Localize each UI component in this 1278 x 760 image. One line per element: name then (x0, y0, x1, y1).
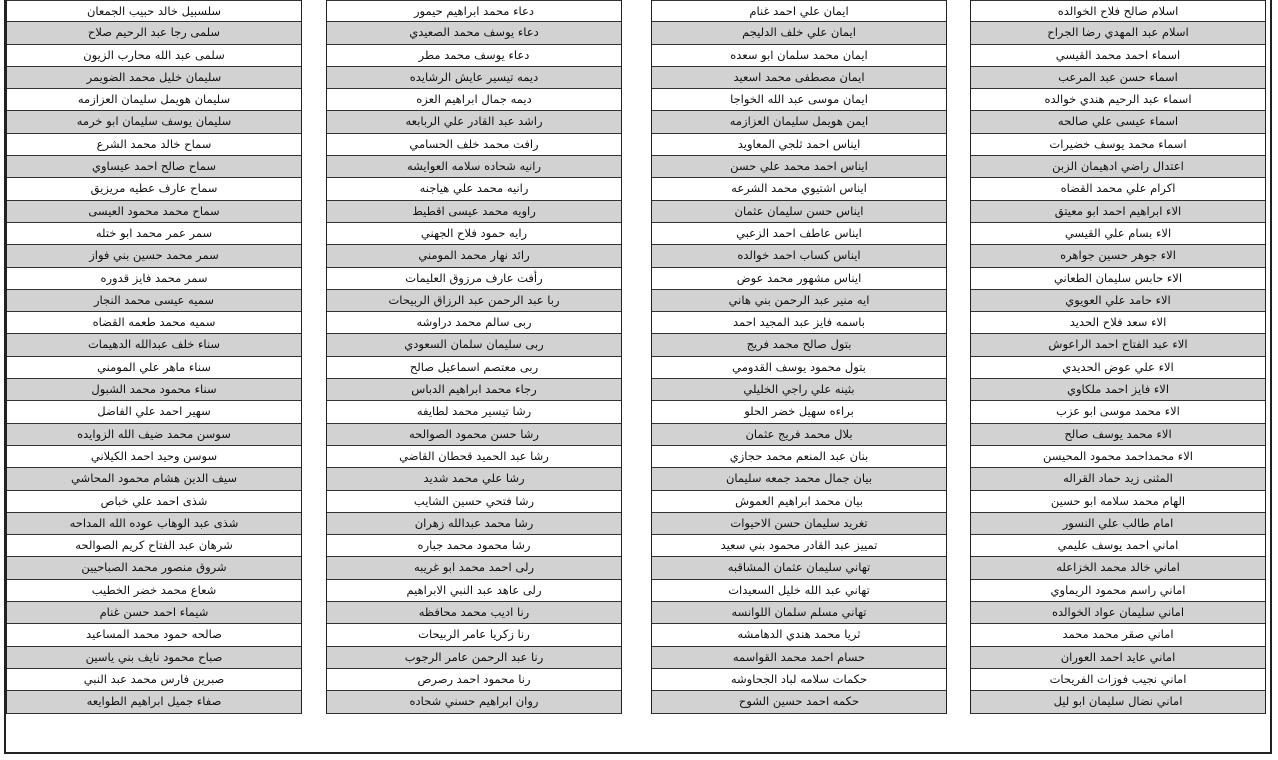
name-cell: اكرام علي محمد القضاه (971, 178, 1265, 200)
name-cell: الاء عبد الفتاح احمد الراعوش (971, 334, 1265, 356)
name-cell: ربا عبد الرحمن عبد الرزاق الربيحات (327, 290, 621, 312)
name-cell: الاء حامد علي العويوي (971, 290, 1265, 312)
name-cell: الاء بسام علي القيسي (971, 223, 1265, 245)
name-cell: شعاع محمد خضر الخطيب (7, 580, 301, 602)
name-cell: سميه محمد طعمه القضاه (7, 312, 301, 334)
name-cell: بلال محمد فريج عثمان (652, 424, 946, 446)
name-cell: امام طالب علي النسور (971, 513, 1265, 535)
name-cell: بنان عبد المنعم محمد حجازي (652, 446, 946, 468)
name-cell: صفاء جميل ابراهيم الطوايعه (7, 691, 301, 713)
name-cell: شذى احمد علي خباص (7, 491, 301, 513)
name-cell: ثريا محمد هندي الدهامشه (652, 624, 946, 646)
name-cell: ديمه تيسير عايش الرشايده (327, 67, 621, 89)
name-cell: سماح محمد محمود العيسى (7, 201, 301, 223)
name-column-1 (970, 0, 1266, 714)
name-cell: اماني راسم محمود الريماوي (971, 580, 1265, 602)
name-cell: رشا محمد عبدالله زهران (327, 513, 621, 535)
name-cell: براءه سهيل خضر الحلو (652, 401, 946, 423)
name-cell: اسماء عيسى علي صالحه (971, 111, 1265, 133)
name-cell: تهاني سليمان عثمان المشاقبه (652, 557, 946, 579)
name-cell: رشا فتحي حسين الشايب (327, 491, 621, 513)
name-cell: الهام محمد سلامه ابو حسين (971, 491, 1265, 513)
name-cell: دعاء محمد ابراهيم حيمور (327, 0, 621, 22)
name-cell: الاء محمداحمد محمود المحيسن (971, 446, 1265, 468)
name-cell: راويه محمد عيسى اقطيط (327, 201, 621, 223)
name-cell: سهير احمد علي الفاضل (7, 401, 301, 423)
name-cell: تهاني مسلم سلمان اللوانسه (652, 602, 946, 624)
name-cell: سماح عارف عطيه مريزيق (7, 178, 301, 200)
name-cell: بيان جمال محمد جمعه سليمان (652, 468, 946, 490)
name-cell: سلسبيل خالد حبيب الجمعان (7, 0, 301, 22)
name-cell: اماني خالد محمد الخزاعله (971, 557, 1265, 579)
name-cell: الاء جوهر حسين جواهره (971, 245, 1265, 267)
name-cell: صالحه حمود محمد المساعيد (7, 624, 301, 646)
name-cell: سماح صالح احمد عيساوي (7, 156, 301, 178)
name-cell: اسماء عبد الرحيم هندي خوالده (971, 89, 1265, 111)
name-cell: حسام احمد محمد القواسمه (652, 647, 946, 669)
name-cell: رنا عبد الرحمن عامر الرجوب (327, 647, 621, 669)
name-cell: سلمى عبد الله محارب الزيون (7, 45, 301, 67)
name-cell: حكمات سلامه لباد الجحاوشه (652, 669, 946, 691)
name-cell: رشا محمود محمد جباره (327, 535, 621, 557)
name-cell: بتول محمود يوسف القدومي (652, 357, 946, 379)
name-cell: الاء ابراهيم احمد ابو معيتق (971, 201, 1265, 223)
name-cell: رنا اديب محمد محافظه (327, 602, 621, 624)
name-cell: رائد نهار محمد المومني (327, 245, 621, 267)
name-cell: باسمه فايز عبد المجيد احمد (652, 312, 946, 334)
name-cell: الاء علي عوض الحديدي (971, 357, 1265, 379)
name-column-4 (6, 0, 302, 714)
name-cell: شروق منصور محمد الصباحيين (7, 557, 301, 579)
name-cell: بتول صالح محمد فريج (652, 334, 946, 356)
name-cell: رشا عبد الحميد قحطان القاضي (327, 446, 621, 468)
name-cell: المثنى زيد حماد القراله (971, 468, 1265, 490)
name-cell: سوسن محمد ضيف الله الزوايده (7, 424, 301, 446)
name-cell: رانيه شحاده سلامه العوايشه (327, 156, 621, 178)
name-cell: سليمان يوسف سليمان ابو خرمه (7, 111, 301, 133)
name-cell: اسلام صالح فلاح الخوالده (971, 0, 1265, 22)
name-cell: ايمان موسى عبد الله الخواجا (652, 89, 946, 111)
name-cell: ايمان مصطفى محمد اسعيد (652, 67, 946, 89)
name-cell: ايمان علي احمد غنام (652, 0, 946, 22)
name-cell: ايناس كساب احمد خوالده (652, 245, 946, 267)
name-cell: الاء سعد فلاح الحديد (971, 312, 1265, 334)
name-cell: رجاء محمد ابراهيم الدباس (327, 379, 621, 401)
name-cell: اماني نجيب فوزات الفريحات (971, 669, 1265, 691)
name-cell: سماح خالد محمد الشرع (7, 134, 301, 156)
name-cell: اسماء محمد يوسف خضيرات (971, 134, 1265, 156)
name-cell: ايمان محمد سلمان ابو سعده (652, 45, 946, 67)
name-cell: اسماء حسن عبد المرعب (971, 67, 1265, 89)
name-cell: ديمه جمال ابراهيم العزه (327, 89, 621, 111)
name-cell: اماني صقر محمد محمد (971, 624, 1265, 646)
name-cell: شرهان عبد الفتاح كريم الصوالحه (7, 535, 301, 557)
name-cell: رنا محمود احمد رصرص (327, 669, 621, 691)
name-cell: ايه منير عبد الرحمن بني هاني (652, 290, 946, 312)
name-cell: سيف الدين هشام محمود المحاشي (7, 468, 301, 490)
name-cell: رنا زكريا عامر الربيحات (327, 624, 621, 646)
name-cell: ايناس احمد ثلجي المعاويد (652, 134, 946, 156)
name-cell: شيماء احمد حسن غنام (7, 602, 301, 624)
name-cell: اعتدال راضي ادهيمان الزبن (971, 156, 1265, 178)
name-cell: سميه عيسى محمد النجار (7, 290, 301, 312)
name-cell: تهاني عبد الله خليل السعيدات (652, 580, 946, 602)
name-cell: بيان محمد ابراهيم العموش (652, 491, 946, 513)
name-cell: سلمى رجا عبد الرحيم صلاح (7, 22, 301, 44)
name-cell: سمر محمد حسين بني فواز (7, 245, 301, 267)
name-cell: ايناس احمد محمد علي حسن (652, 156, 946, 178)
name-cell: سليمان خليل محمد الضويمر (7, 67, 301, 89)
name-cell: اسلام عبد المهدي رضا الجراح (971, 22, 1265, 44)
name-cell: رشا علي محمد شديد (327, 468, 621, 490)
name-cell: دعاء يوسف محمد مطر (327, 45, 621, 67)
name-cell: تمييز عبد القادر محمود بني سعيد (652, 535, 946, 557)
name-column-2 (651, 0, 947, 714)
name-cell: ايناس حسن سليمان عثمان (652, 201, 946, 223)
name-cell: رشا حسن محمود الصوالحه (327, 424, 621, 446)
name-cell: راشد عبد القادر علي الربابعه (327, 111, 621, 133)
name-cell: رأفت عارف مرزوق العليمات (327, 268, 621, 290)
name-cell: صباح محمود نايف بني ياسين (7, 647, 301, 669)
name-cell: تغريد سليمان حسن الاحيوات (652, 513, 946, 535)
name-cell: حكمه احمد حسين الشوح (652, 691, 946, 713)
name-cell: صبرين فارس محمد عبد النبي (7, 669, 301, 691)
name-cell: بثينه علي راجي الخليلي (652, 379, 946, 401)
name-cell: ايناس مشهور محمد عوض (652, 268, 946, 290)
name-cell: سمر عمر محمد ابو ختله (7, 223, 301, 245)
name-cell: اماني احمد يوسف عليمي (971, 535, 1265, 557)
name-cell: ربى سالم محمد دراوشه (327, 312, 621, 334)
name-cell: ايناس عاطف احمد الزعبي (652, 223, 946, 245)
name-cell: رلى عاهد عبد النبي الابراهيم (327, 580, 621, 602)
name-cell: رلى احمد محمد ابو غريبه (327, 557, 621, 579)
name-cell: الاء حابس سليمان الطعاني (971, 268, 1265, 290)
name-cell: اماني نضال سليمان ابو ليل (971, 691, 1265, 713)
name-cell: رايه حمود فلاح الجهني (327, 223, 621, 245)
name-cell: رافت محمد خلف الحسامي (327, 134, 621, 156)
name-cell: الاء محمد يوسف صالح (971, 424, 1265, 446)
name-cell: ربى معتصم اسماعيل صالح (327, 357, 621, 379)
name-column-3 (326, 0, 622, 714)
name-cell: رشا تيسير محمد لطايفه (327, 401, 621, 423)
name-cell: اماني سليمان عواد الخوالده (971, 602, 1265, 624)
name-cell: روان ابراهيم حسني شحاده (327, 691, 621, 713)
name-cell: دعاء يوسف محمد الصعيدي (327, 22, 621, 44)
name-cell: سمر محمد فايز قدوره (7, 268, 301, 290)
name-cell: سليمان هويمل سليمان العزازمه (7, 89, 301, 111)
name-cell: ايناس اشتيوي محمد الشرعه (652, 178, 946, 200)
name-cell: سناء ماهر علي المومني (7, 357, 301, 379)
name-cell: اماني عايد احمد العوران (971, 647, 1265, 669)
name-cell: شذى عبد الوهاب عوده الله المداحه (7, 513, 301, 535)
name-cell: الاء فايز احمد ملكاوي (971, 379, 1265, 401)
name-cell: الاء محمد موسى ابو عزب (971, 401, 1265, 423)
name-cell: سناء محمود محمد الشبول (7, 379, 301, 401)
name-cell: ايمان علي خلف الدليجم (652, 22, 946, 44)
name-cell: ايمن هويمل سليمان العزازمه (652, 111, 946, 133)
name-cell: سوسن وحيد احمد الكيلاني (7, 446, 301, 468)
name-cell: رانيه محمد علي هياجنه (327, 178, 621, 200)
name-cell: سناء خلف عبدالله الدهيمات (7, 334, 301, 356)
name-cell: اسماء احمد محمد القيسي (971, 45, 1265, 67)
name-cell: ربى سليمان سلمان السعودي (327, 334, 621, 356)
